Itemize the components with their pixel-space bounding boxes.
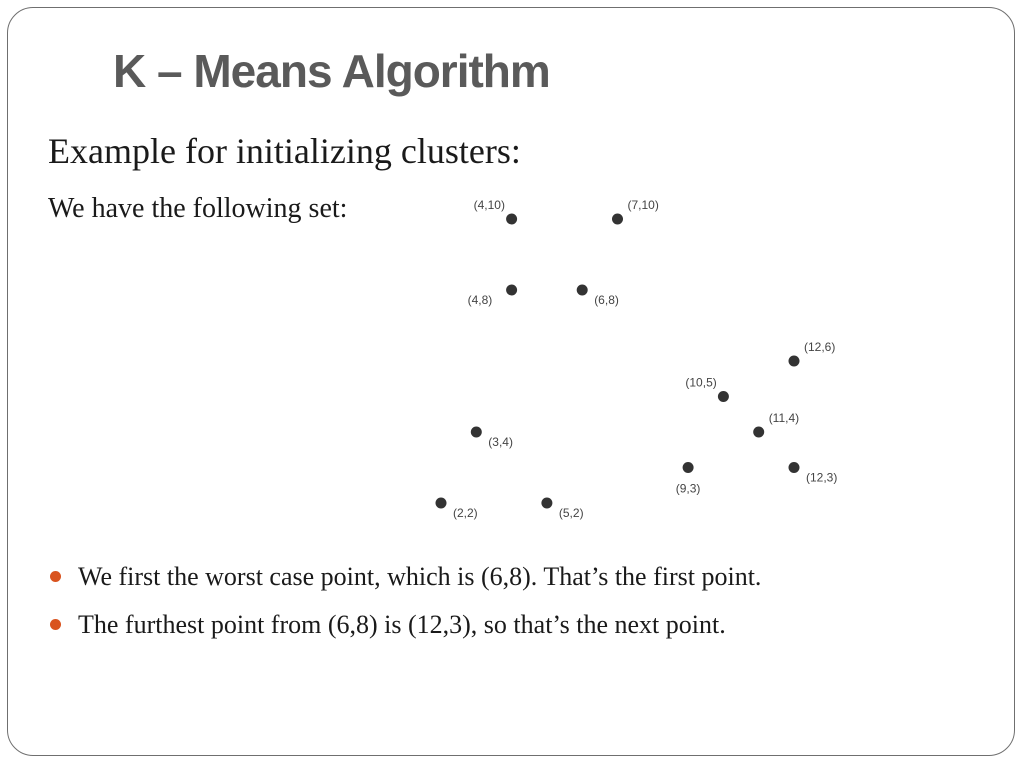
data-point-label-5: (12,6) <box>804 340 836 354</box>
data-point-7 <box>753 427 764 438</box>
data-point-5 <box>789 356 800 367</box>
bullet-dot-icon <box>50 619 61 630</box>
data-point-label-8: (3,4) <box>488 435 513 449</box>
bullet-dot-icon <box>50 571 61 582</box>
data-point-4 <box>577 285 588 296</box>
data-point-label-10: (12,3) <box>806 470 838 485</box>
data-point-label-7: (11,4) <box>768 411 800 425</box>
bullet-item-2 <box>48 608 761 642</box>
data-point-12 <box>541 498 552 509</box>
data-point-label-2: (7,10) <box>627 198 659 212</box>
data-point-6 <box>718 391 729 402</box>
data-point-label-9: (9,3) <box>675 481 701 496</box>
data-point-label-12: (5,2) <box>558 506 584 520</box>
data-point-9 <box>683 462 694 473</box>
data-point-label-4: (6,8) <box>594 293 619 307</box>
bullet-text-1: We first the worst case point, which is (6,8). That’s the first point. <box>78 562 762 591</box>
bullet-list <box>48 560 761 656</box>
slide-subtitle: Example for initializing clusters: <box>48 131 521 171</box>
slide-title: K – Means Algorithm <box>113 45 550 97</box>
set-label: We have the following set: <box>48 193 348 224</box>
data-point-label-11: (2,2) <box>453 506 478 520</box>
data-point-3 <box>506 285 517 296</box>
data-point-8 <box>471 427 482 438</box>
data-point-10 <box>789 462 800 473</box>
data-point-label-6: (10,5) <box>685 375 717 390</box>
data-point-1 <box>506 214 517 225</box>
bullet-text-2: The furthest point from (6,8) is (12,3), so that’s the next point. <box>78 610 726 639</box>
bullet-item-1 <box>48 560 761 594</box>
data-point-label-1: (4,10) <box>473 198 505 212</box>
data-point-2 <box>612 214 623 225</box>
data-point-label-3: (4,8) <box>467 293 493 307</box>
data-point-11 <box>436 498 447 509</box>
